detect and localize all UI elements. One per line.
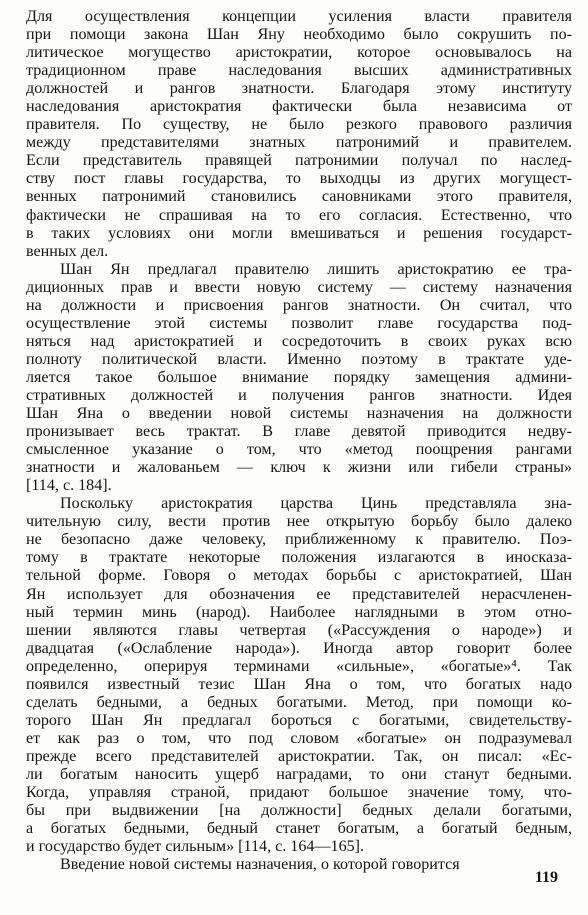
text-line: наследования аристократия фактически была независима от xyxy=(26,98,572,116)
text-line: ляется такое большое внимание порядку замещения админи- xyxy=(26,368,572,386)
text-line: на должности и присвоения рангов знатности. Он считал, что xyxy=(26,296,572,314)
text-line: знатности и жалованьем — ключ к жизни или гибели страны» xyxy=(26,459,572,477)
text-line: появился известный тезис Шан Яна о том, что богатых надо xyxy=(26,675,572,693)
text-line: фактически не спрашивая на то его согласия. Естественно, что xyxy=(26,206,572,224)
text-line: [114, с. 184]. xyxy=(26,477,112,495)
text-line: при помощи закона Шан Яну необходимо было сокрушить по- xyxy=(26,26,572,44)
page-number: 119 xyxy=(534,869,558,886)
text-line: ный термин минь (народ). Наиболее наглядными в этом отно- xyxy=(26,603,572,621)
paragraph xyxy=(26,856,572,874)
text-line: Для осуществления концепции усиления власти правителя xyxy=(26,8,572,25)
text-line: Поскольку аристократия царства Цинь представляла зна- xyxy=(60,495,572,513)
text-line: ет как раз о том, что под словом «богатые» он подразумевал xyxy=(26,729,572,747)
text-line: правителя. По существу, не было резкого правового различия xyxy=(26,116,572,134)
text-line: должностей и рангов знатности. Благодаря этому институту xyxy=(26,80,572,98)
text-line: Введение новой системы назначения, о которой говорится xyxy=(60,856,460,874)
text-line: в таких условиях они могли вмешиваться и решения государст- xyxy=(26,224,572,242)
text-line: не безопасно даже человеку, приближенному к правителю. Поэ- xyxy=(26,531,572,549)
text-line: шении являются главы четвертая («Рассуждения о народе») и xyxy=(26,621,572,639)
text-line: Шан Ян предлагал правителю лишить аристократию ее тра- xyxy=(60,260,572,278)
text-line: Ян использует для обозначения ее представителей нерасчленен- xyxy=(26,585,572,603)
text-line: Когда, управляя страной, придают большое значение тому, что- xyxy=(26,784,572,802)
text-line: осуществление этой системы позволит главе государства под- xyxy=(26,314,572,332)
text-line: пронизывает весь трактат. В главе девятой приводится недву- xyxy=(26,423,572,441)
text-line: литическое могущество аристократии, которое основывалось на xyxy=(26,44,572,62)
text-line: няться над аристократией и сосредоточить в своих руках всю xyxy=(26,332,572,350)
text-line: торого Шан Ян предлагал бороться с богатыми, свидетельству- xyxy=(26,711,572,729)
text-line: смысленное указание о том, что «метод поощрения рангами xyxy=(26,441,572,459)
text-line: бы при выдвижении [на должности] бедных делали богатыми, xyxy=(26,802,572,820)
text-body xyxy=(26,8,572,874)
text-line: определенно, оперируя терминами «сильные», «богатые»⁴. Так xyxy=(26,657,572,675)
text-line: полноту политической власти. Именно поэтому в трактате уде- xyxy=(26,350,572,368)
text-line: ству пост главы государства, то выходцы из других могущест- xyxy=(26,170,572,188)
text-line: и государство будет сильным» [114, с. 164—165]. xyxy=(26,838,365,856)
text-line: двадцатая («Ослабление народа»). Иногда автор говорит более xyxy=(26,639,572,657)
text-line: Шан Яна о введении новой системы назначения на должности xyxy=(26,405,572,423)
text-line: между представителями знатных патронимий и правителем. xyxy=(26,134,572,152)
text-line: Если представитель правящей патронимии получал по наслед- xyxy=(26,152,572,170)
text-line: а богатых бедными, бедный станет богатым, а богатый бедным, xyxy=(26,820,572,838)
text-line: традиционном праве наследования высших административных xyxy=(26,62,572,80)
text-line: тельной форме. Говоря о методах борьбы с аристократией, Шан xyxy=(26,567,572,585)
paragraph xyxy=(26,8,572,261)
text-line: сделать бедными, а бедных богатыми. Метод, при помощи ко- xyxy=(26,693,572,711)
paragraph xyxy=(26,261,572,496)
text-line: прежде всего представителей аристократии. Так, он писал: «Ес- xyxy=(26,747,572,765)
text-line: ли богатым наносить ущерб наградами, то они станут бедными. xyxy=(26,765,572,783)
text-line: стративных должностей и получения рангов знатности. Идея xyxy=(26,386,572,404)
text-line: венных дел. xyxy=(26,242,109,260)
text-line: тому в трактате некоторые положения излагаются в иносказа- xyxy=(26,549,572,567)
text-line: венных патронимий становились сановниками этого правителя, xyxy=(26,188,572,206)
paragraph xyxy=(26,495,572,856)
text-line: диционных прав и ввести новую систему — систему назначения xyxy=(26,278,572,296)
text-line: чительную силу, вести против нее открытую борьбу было далеко xyxy=(26,513,572,531)
